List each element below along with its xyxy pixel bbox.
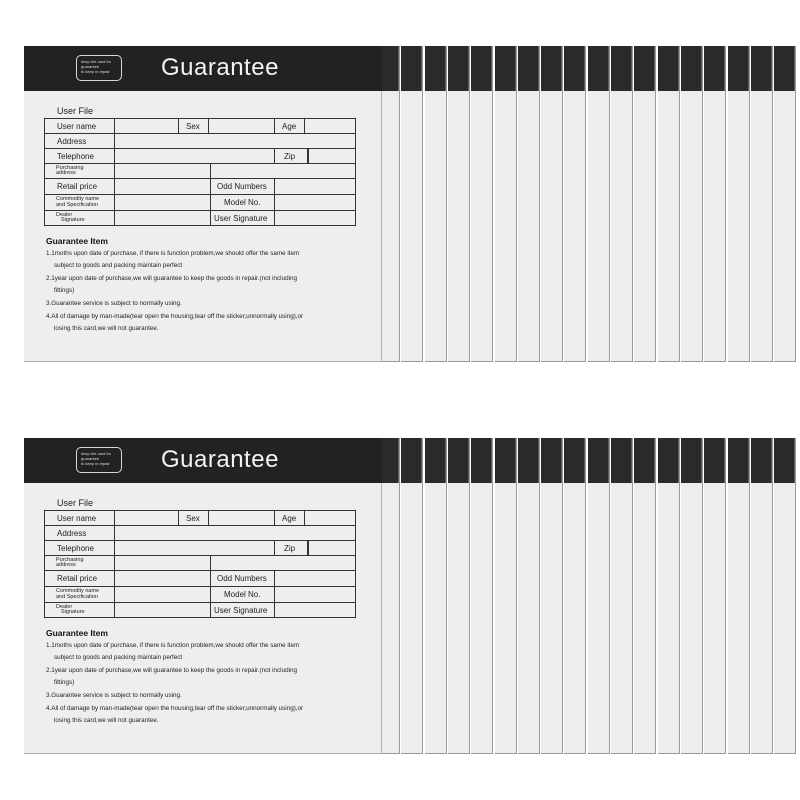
sex-field <box>209 119 275 133</box>
terms-line: 4.All of damage by man-made(tear open the housing,tear off the sticker,unnormally using),or <box>46 313 304 320</box>
stacked-card-edge <box>425 438 447 754</box>
address-label: Address <box>45 526 115 540</box>
terms-line: 1.1moths upon date of purchase, if there is function problem,we should offer the same item <box>46 642 300 649</box>
retail-price-label: Retail price <box>45 571 115 586</box>
stacked-card-edge-header <box>541 438 562 483</box>
stacked-card-edge-header <box>681 438 702 483</box>
stacked-card-edge-header <box>448 46 469 91</box>
address-field <box>115 526 355 540</box>
stacked-card-edge-header <box>728 46 749 91</box>
odd-numbers-field <box>275 179 355 194</box>
stacked-card-edge <box>658 438 680 754</box>
stacked-card-edge <box>704 46 726 362</box>
dealer-line: Dealer <box>56 603 73 610</box>
dealer-signature-label <box>45 603 115 617</box>
keep-card-badge <box>76 55 122 81</box>
stacked-card-edge <box>564 46 586 362</box>
stacked-card-edge-header <box>448 438 469 483</box>
card-title: Guarantee <box>161 446 279 473</box>
stacked-card-edge-header <box>425 46 446 91</box>
user-name-label: User name <box>45 119 115 133</box>
stacked-card-edge-header <box>564 438 585 483</box>
stacked-card-edge-header <box>518 438 539 483</box>
purchasing-address-label <box>45 164 115 178</box>
stacked-card-edge <box>425 46 447 362</box>
stacked-card-edge-header <box>634 46 655 91</box>
stacked-card-edge-header <box>518 46 539 91</box>
stacked-card-edge <box>541 438 563 754</box>
model-no-field <box>275 587 355 602</box>
purchasing-address-field-2 <box>211 164 355 178</box>
telephone-label: Telephone <box>45 149 115 163</box>
form-row <box>45 511 355 526</box>
stacked-card-edge-header <box>541 46 562 91</box>
form-row <box>45 556 355 571</box>
stacked-card-edge-header <box>704 46 725 91</box>
stacked-card-edge <box>448 46 470 362</box>
age-label: Age <box>275 119 305 133</box>
user-name-label: User name <box>45 511 115 525</box>
stacked-card-edge-header <box>425 438 446 483</box>
zip-label: Zip <box>275 541 308 555</box>
user-name-field <box>115 511 179 525</box>
stacked-card-edge-header <box>774 46 795 91</box>
terms-line: 4.All of damage by man-made(tear open the housing,tear off the sticker,unnormally using),or <box>46 705 304 712</box>
stacked-card-edge <box>588 438 610 754</box>
user-name-field <box>115 119 179 133</box>
stacked-card-edge-header <box>495 46 516 91</box>
retail-price-label: Retail price <box>45 179 115 194</box>
terms-line: 3.Guarantee service is subject to normally using. <box>46 692 182 699</box>
terms-line: 1.1moths upon date of purchase, if there is function problem,we should offer the same item <box>46 250 300 257</box>
stacked-card-edge-header <box>634 438 655 483</box>
dealer-line: Signature <box>61 609 85 615</box>
user-signature-label: User Signature <box>211 211 275 225</box>
stacked-card-edge <box>774 46 796 362</box>
model-no-label: Model No. <box>211 195 275 210</box>
stacked-card-edge <box>728 46 750 362</box>
stacked-card-edge <box>495 46 517 362</box>
stacked-card-edge <box>448 438 470 754</box>
keep-card-text: keep the card for <box>81 451 112 456</box>
commodity-line: Commodity name <box>56 588 100 594</box>
stacked-card-edge <box>751 438 773 754</box>
stacked-card-edge-header <box>658 438 679 483</box>
form-row <box>45 134 355 149</box>
dealer-line: Signature <box>61 217 85 223</box>
telephone-label: Telephone <box>45 541 115 555</box>
stacked-card-edge-header <box>495 438 516 483</box>
stacked-card-edge <box>495 438 517 754</box>
stacked-card-edge-header <box>658 46 679 91</box>
terms-line: losing this card,we will not guarantee. <box>54 717 159 724</box>
stacked-card-edge-header <box>704 438 725 483</box>
commodity-label <box>45 195 115 210</box>
odd-numbers-label: Odd Numbers <box>211 179 275 194</box>
dealer-signature-label <box>45 211 115 225</box>
terms-line: 2.1year upon date of purchase,we will guarantee to keep the goods in repair.(not including <box>46 275 297 282</box>
form-row <box>45 526 355 541</box>
user-signature-field <box>275 603 355 617</box>
keep-card-text: guarantee <box>81 456 100 461</box>
guarantee-card-stack-2 <box>24 438 780 756</box>
form-row <box>45 164 355 179</box>
guarantee-card <box>24 46 382 362</box>
user-file-label: User File <box>57 498 94 508</box>
stacked-card-edge-header <box>588 46 609 91</box>
terms-title: Guarantee Item <box>46 236 108 246</box>
age-field <box>305 119 355 133</box>
stacked-card-edge <box>704 438 726 754</box>
stacked-card-edge <box>564 438 586 754</box>
sex-label: Sex <box>179 119 209 133</box>
user-form-table <box>44 510 356 618</box>
age-label: Age <box>275 511 305 525</box>
stacked-card-edge <box>611 438 633 754</box>
stacked-card-edge <box>634 46 656 362</box>
commodity-label <box>45 587 115 602</box>
form-row <box>45 587 355 603</box>
purchasing-address-field-2 <box>211 556 355 570</box>
keep-card-text: to keep in repair <box>81 69 110 74</box>
stacked-card-edge-header <box>774 438 795 483</box>
keep-card-text: keep the card for <box>81 59 112 64</box>
card-header <box>24 438 382 483</box>
commodity-line: Commodity name <box>56 196 100 202</box>
stacked-card-edge-header <box>681 46 702 91</box>
stacked-card-edge <box>471 46 493 362</box>
terms-line: fittings) <box>54 679 75 686</box>
dealer-signature-field <box>115 211 211 225</box>
guarantee-card <box>24 438 382 754</box>
stacked-card-edge <box>401 438 423 754</box>
address-field <box>115 134 355 148</box>
terms-line: subject to goods and packing maintain perfect <box>54 262 183 269</box>
zip-label: Zip <box>275 149 308 163</box>
stacked-card-edge <box>541 46 563 362</box>
odd-numbers-label: Odd Numbers <box>211 571 275 586</box>
retail-price-field <box>115 179 211 194</box>
stacked-card-edge <box>681 438 703 754</box>
age-field <box>305 511 355 525</box>
stacked-card-edge <box>774 438 796 754</box>
keep-card-text: guarantee <box>81 64 100 69</box>
user-form-table <box>44 118 356 226</box>
stacked-card-edge <box>401 46 423 362</box>
keep-card-text: to keep in repair <box>81 461 110 466</box>
form-row <box>45 149 355 164</box>
stacked-card-edge <box>518 46 540 362</box>
retail-price-field <box>115 571 211 586</box>
form-row <box>45 179 355 195</box>
purchasing-address-line: Purchasing <box>56 556 84 563</box>
sex-field <box>209 511 275 525</box>
commodity-line: and Specification <box>56 593 98 600</box>
stacked-card-edge <box>588 46 610 362</box>
form-row <box>45 571 355 587</box>
form-row <box>45 119 355 134</box>
keep-card-badge <box>76 447 122 473</box>
odd-numbers-field <box>275 571 355 586</box>
terms-title: Guarantee Item <box>46 628 108 638</box>
stacked-card-edge <box>658 46 680 362</box>
stacked-card-edge-header <box>611 46 632 91</box>
terms-line: subject to goods and packing maintain perfect <box>54 654 183 661</box>
stacked-card-edge <box>681 46 703 362</box>
stacked-card-edge <box>728 438 750 754</box>
purchasing-address-field <box>115 556 211 570</box>
terms-line: losing this card,we will not guarantee. <box>54 325 159 332</box>
purchasing-address-line: Purchasing <box>56 164 84 171</box>
purchasing-address-line: address <box>56 562 76 568</box>
zip-field <box>308 541 309 555</box>
stacked-card-edge-header <box>751 438 772 483</box>
user-file-label: User File <box>57 106 94 116</box>
stacked-card-edge <box>471 438 493 754</box>
stacked-card-edge <box>751 46 773 362</box>
purchasing-address-field <box>115 164 211 178</box>
purchasing-address-line: address <box>56 170 76 176</box>
stacked-card-edge-header <box>471 46 492 91</box>
purchasing-address-label <box>45 556 115 570</box>
zip-field <box>308 149 309 163</box>
stacked-card-edge-header <box>471 438 492 483</box>
commodity-field <box>115 195 211 210</box>
telephone-field <box>115 149 275 163</box>
terms-line: 2.1year upon date of purchase,we will guarantee to keep the goods in repair.(not including <box>46 667 297 674</box>
stacked-card-edge <box>634 438 656 754</box>
form-row <box>45 541 355 556</box>
terms-line: fittings) <box>54 287 75 294</box>
model-no-label: Model No. <box>211 587 275 602</box>
sex-label: Sex <box>179 511 209 525</box>
stacked-card-edge-header <box>611 438 632 483</box>
telephone-field <box>115 541 275 555</box>
stacked-card-edge-header <box>401 438 422 483</box>
stacked-card-edge-header <box>401 46 422 91</box>
terms-line: 3.Guarantee service is subject to normally using. <box>46 300 182 307</box>
address-label: Address <box>45 134 115 148</box>
card-header <box>24 46 382 91</box>
stacked-card-edge-header <box>588 438 609 483</box>
model-no-field <box>275 195 355 210</box>
commodity-field <box>115 587 211 602</box>
stacked-card-edge-header <box>564 46 585 91</box>
dealer-line: Dealer <box>56 211 73 218</box>
form-row <box>45 603 355 617</box>
guarantee-card-stack-1 <box>24 46 780 364</box>
stacked-card-edge-header <box>728 438 749 483</box>
commodity-line: and Specification <box>56 201 98 208</box>
user-signature-label: User Signature <box>211 603 275 617</box>
form-row <box>45 211 355 225</box>
stacked-card-edge <box>518 438 540 754</box>
dealer-signature-field <box>115 603 211 617</box>
stacked-card-edge <box>611 46 633 362</box>
user-signature-field <box>275 211 355 225</box>
form-row <box>45 195 355 211</box>
stacked-card-edge-header <box>751 46 772 91</box>
card-title: Guarantee <box>161 54 279 81</box>
